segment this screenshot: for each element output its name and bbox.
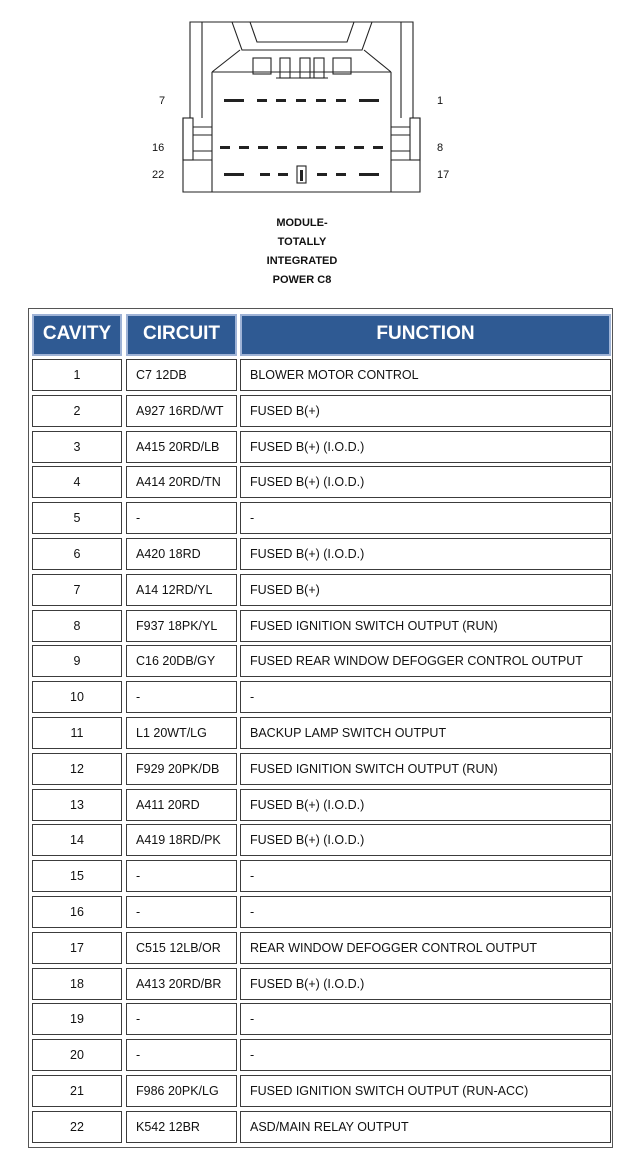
circuit-cell: F929 20PK/DB [126,753,237,785]
function-cell: FUSED B(+) [240,395,611,427]
function-cell: FUSED B(+) (I.O.D.) [240,431,611,463]
circuit-cell: K542 12BR [126,1111,237,1143]
cavity-cell: 4 [32,466,122,498]
circuit-cell: - [126,502,237,534]
cavity-cell: 8 [32,610,122,642]
pin-label-7: 7 [159,95,166,107]
function-cell: ASD/MAIN RELAY OUTPUT [240,1111,611,1143]
header-circuit: CIRCUIT [126,314,237,356]
circuit-cell: - [126,896,237,928]
function-cell: FUSED REAR WINDOW DEFOGGER CONTROL OUTPUT [240,645,611,677]
cavity-cell: 5 [32,502,122,534]
circuit-cell: F937 18PK/YL [126,610,237,642]
function-cell: - [240,1039,611,1071]
function-cell: BLOWER MOTOR CONTROL [240,359,611,391]
cavity-cell: 14 [32,824,122,856]
cavity-cell: 16 [32,896,122,928]
cavity-cell: 13 [32,789,122,821]
pin-label-22: 22 [152,169,165,181]
connector-diagram [0,0,636,215]
cavity-cell: 7 [32,574,122,606]
pin-label-8: 8 [437,142,444,154]
function-cell: - [240,502,611,534]
cavity-cell: 22 [32,1111,122,1143]
function-cell: FUSED B(+) (I.O.D.) [240,824,611,856]
cavity-cell: 21 [32,1075,122,1107]
function-cell: - [240,896,611,928]
cavity-cell: 18 [32,968,122,1000]
circuit-cell: A414 20RD/TN [126,466,237,498]
connector-caption [0,214,604,290]
cavity-cell: 3 [32,431,122,463]
function-cell: - [240,1003,611,1035]
function-cell: - [240,681,611,713]
function-cell: FUSED B(+) (I.O.D.) [240,968,611,1000]
circuit-cell: A411 20RD [126,789,237,821]
cavity-cell: 1 [32,359,122,391]
circuit-cell: A420 18RD [126,538,237,570]
caption-line: TOTALLY [277,236,327,248]
function-cell: FUSED B(+) (I.O.D.) [240,789,611,821]
header-function: FUNCTION [240,314,611,356]
circuit-cell: A14 12RD/YL [126,574,237,606]
function-cell: REAR WINDOW DEFOGGER CONTROL OUTPUT [240,932,611,964]
pin-label-17: 17 [437,169,450,181]
function-cell: FUSED B(+) [240,574,611,606]
cavity-cell: 15 [32,860,122,892]
circuit-cell: - [126,1003,237,1035]
cavity-cell: 20 [32,1039,122,1071]
cavity-cell: 12 [32,753,122,785]
header-cavity: CAVITY [32,314,122,356]
function-cell: - [240,860,611,892]
cavity-cell: 11 [32,717,122,749]
circuit-cell: - [126,860,237,892]
function-cell: FUSED IGNITION SWITCH OUTPUT (RUN-ACC) [240,1075,611,1107]
circuit-cell: - [126,1039,237,1071]
cavity-cell: 10 [32,681,122,713]
cavity-cell: 17 [32,932,122,964]
circuit-cell: C16 20DB/GY [126,645,237,677]
circuit-cell: A413 20RD/BR [126,968,237,1000]
circuit-cell: - [126,681,237,713]
pin-label-1: 1 [437,95,444,107]
cavity-cell: 2 [32,395,122,427]
cavity-cell: 9 [32,645,122,677]
circuit-cell: A415 20RD/LB [126,431,237,463]
function-cell: FUSED IGNITION SWITCH OUTPUT (RUN) [240,610,611,642]
function-cell: FUSED IGNITION SWITCH OUTPUT (RUN) [240,753,611,785]
circuit-cell: A419 18RD/PK [126,824,237,856]
caption-line: POWER C8 [272,274,332,286]
circuit-cell: C515 12LB/OR [126,932,237,964]
circuit-cell: L1 20WT/LG [126,717,237,749]
function-cell: FUSED B(+) (I.O.D.) [240,538,611,570]
caption-line: INTEGRATED [266,255,338,267]
function-cell: FUSED B(+) (I.O.D.) [240,466,611,498]
caption-line: MODULE- [276,217,328,229]
pin-label-16: 16 [152,142,165,154]
circuit-cell: A927 16RD/WT [126,395,237,427]
circuit-cell: F986 20PK/LG [126,1075,237,1107]
cavity-cell: 6 [32,538,122,570]
function-cell: BACKUP LAMP SWITCH OUTPUT [240,717,611,749]
cavity-cell: 19 [32,1003,122,1035]
circuit-cell: C7 12DB [126,359,237,391]
